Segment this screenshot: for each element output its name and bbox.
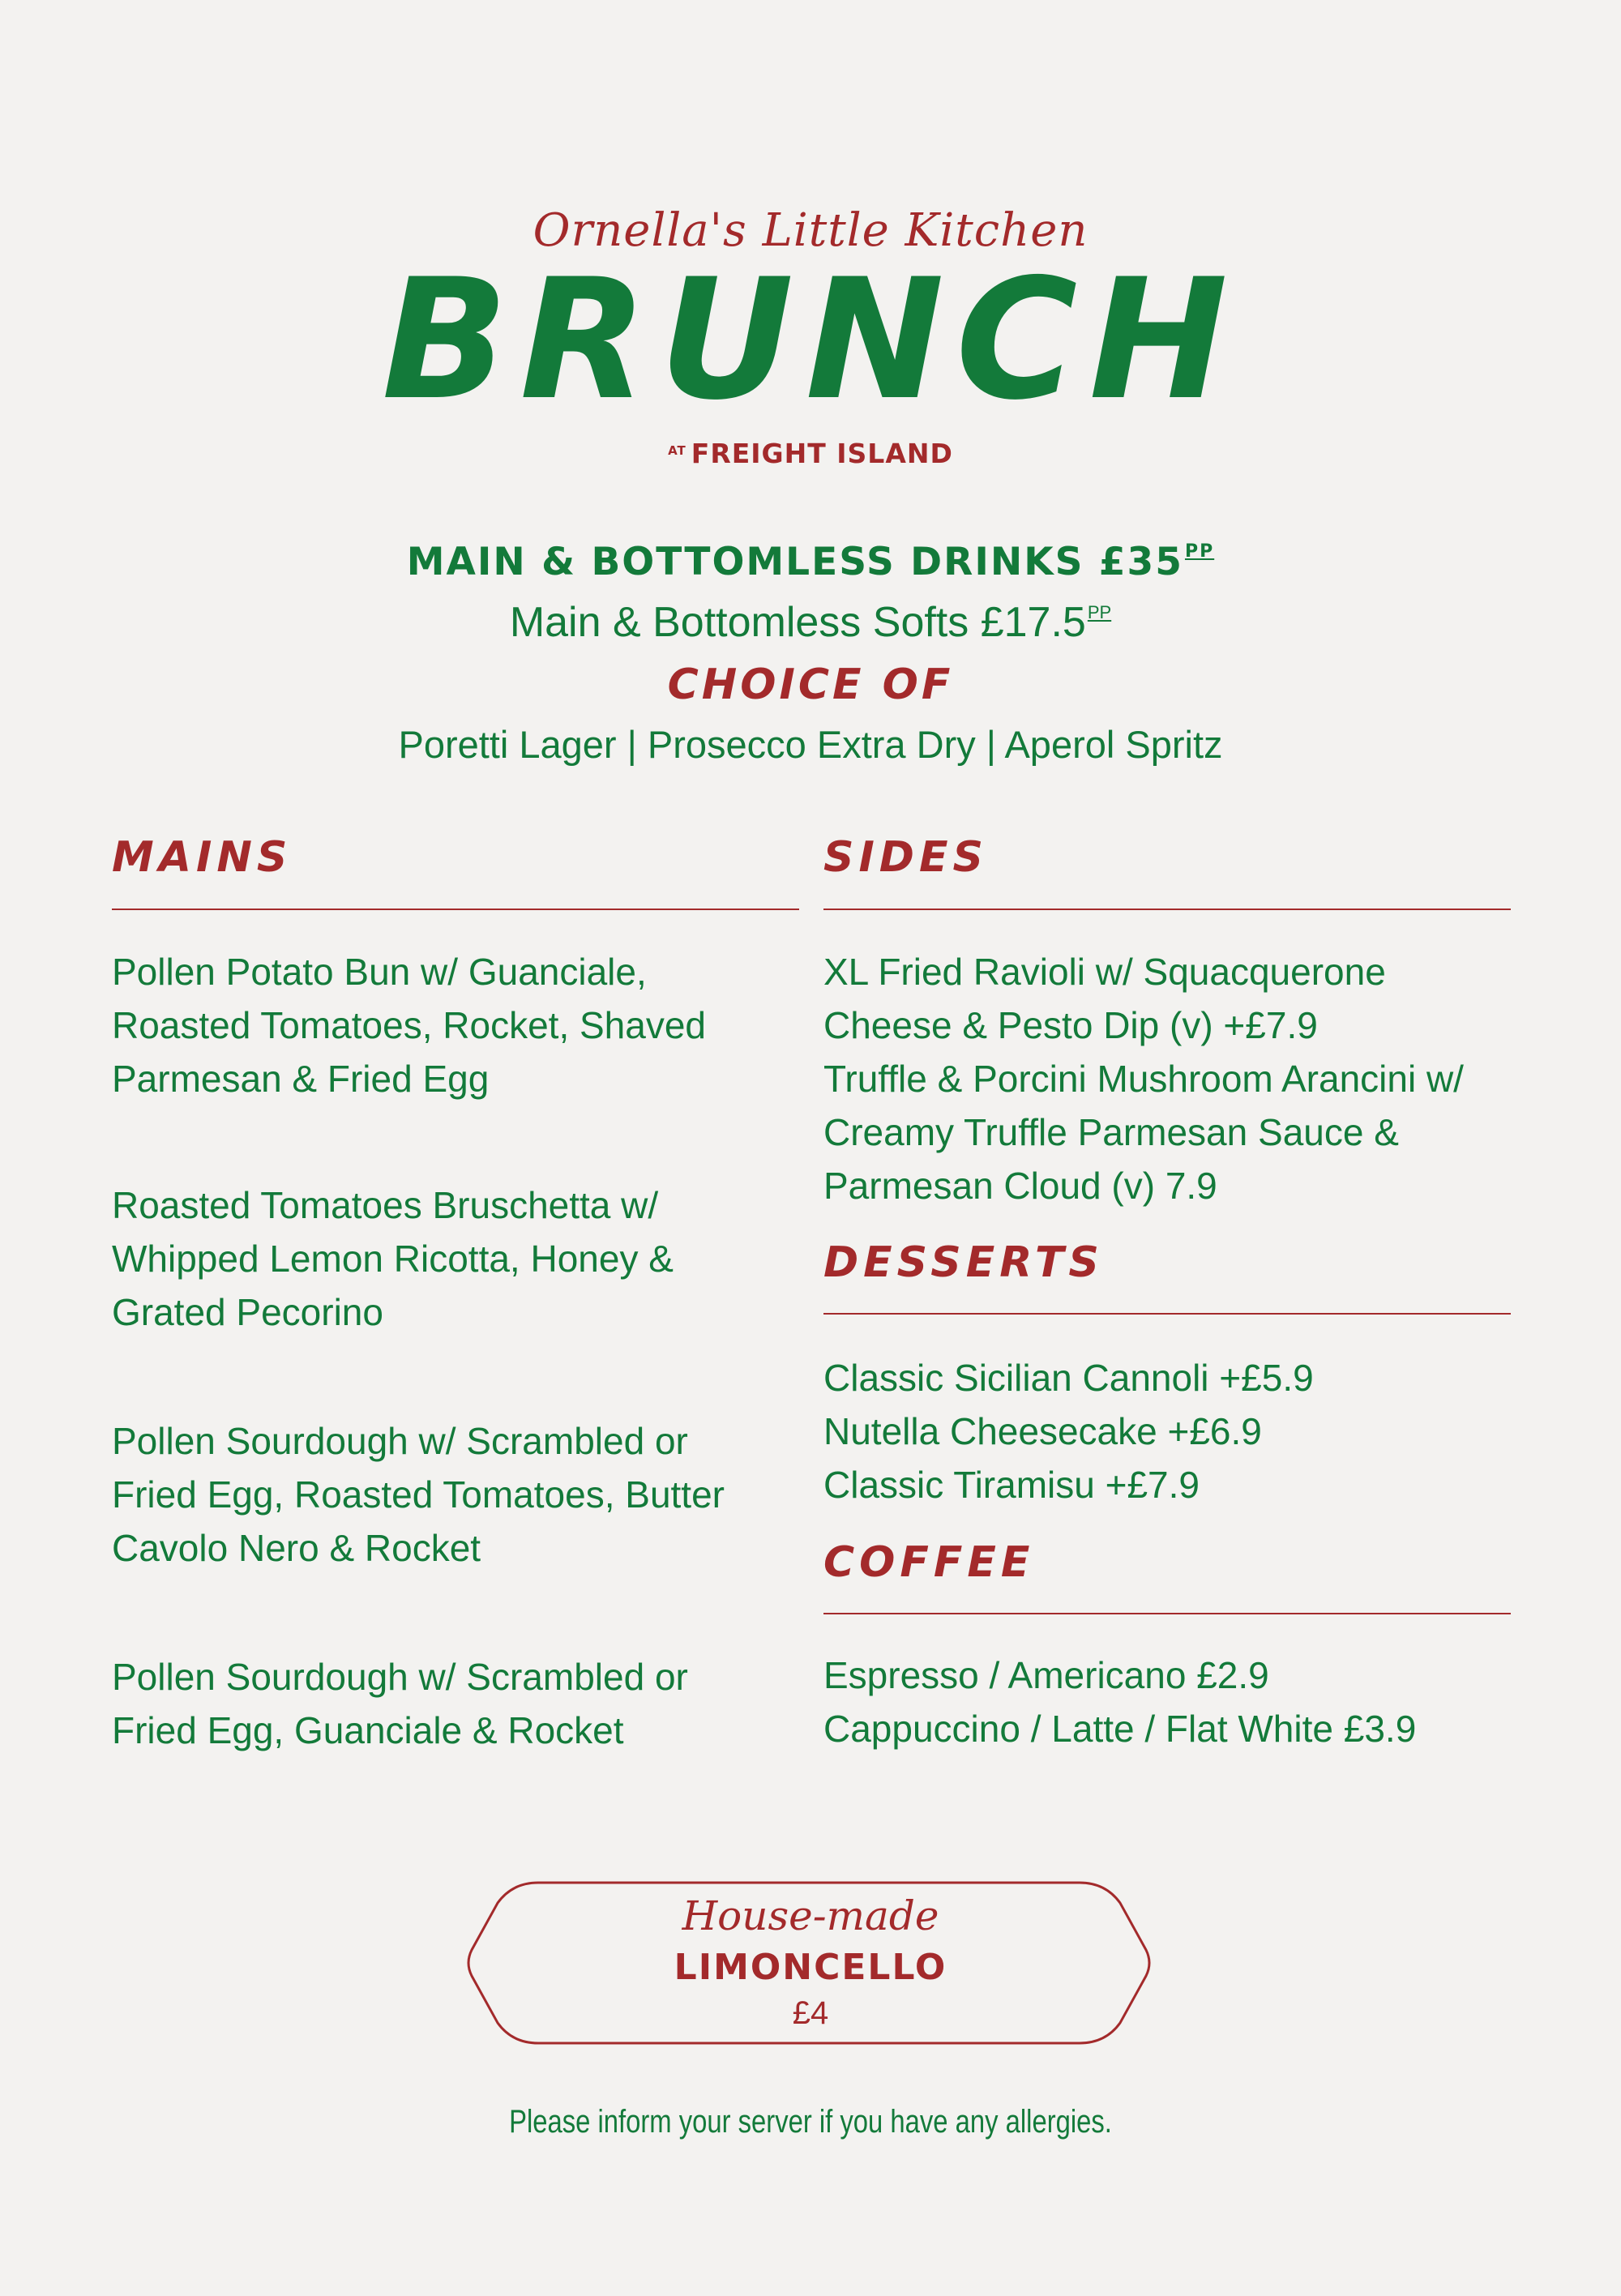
softs-deal <box>0 598 1621 647</box>
sides-heading: SIDES <box>823 833 988 882</box>
choice-heading: CHOICE OF <box>667 661 954 709</box>
mains-item: Pollen Sourdough w/ Scrambled or Fried Egg, Guanciale & Rocket <box>112 1656 688 1751</box>
sides-divider <box>823 909 1511 910</box>
menu-title: BRUNCH <box>381 244 1240 437</box>
mains-item: Roasted Tomatoes Bruschetta w/ Whipped Lemon Ricotta, Honey & Grated Pecorino <box>112 1184 674 1333</box>
drinks-deal <box>0 540 1621 584</box>
mains-divider <box>112 909 799 910</box>
restaurant-name: Ornella's Little Kitchen <box>532 204 1089 257</box>
desserts-divider <box>823 1313 1511 1315</box>
drinks-deal-suffix: PP <box>1184 541 1215 562</box>
location-name: FREIGHT ISLAND <box>691 438 953 469</box>
mains-heading: MAINS <box>112 833 293 882</box>
location-line <box>0 438 1621 469</box>
mains-item: Pollen Sourdough w/ Scrambled or Fried Egg, Roasted Tomatoes, Butter Cavolo Nero & Rocket <box>112 1420 725 1569</box>
desserts-heading: DESSERTS <box>823 1238 1104 1287</box>
softs-deal-text: Main & Bottomless Softs £17.5 <box>509 599 1086 646</box>
limoncello-subtitle: House-made <box>682 1892 939 1939</box>
limoncello-name: LIMONCELLO <box>674 1947 947 1988</box>
sides-items: XL Fried Ravioli w/ Squacquerone Cheese & Pesto Dip (v) +£7.9 Truffle & Porcini Mushroom Arancini w/ Creamy Truffle Parmesan Sauce & Parmesan Cloud (v) 7.9 <box>823 951 1464 1207</box>
mains-item: Pollen Potato Bun w/ Guanciale, Roasted Tomatoes, Rocket, Shaved Parmesan & Fried Egg <box>112 951 707 1100</box>
drinks-deal-text: MAIN & BOTTOMLESS DRINKS £35 <box>406 540 1183 584</box>
location-prefix: AT <box>668 443 686 458</box>
coffee-heading: COFFEE <box>823 1538 1035 1587</box>
limoncello-price: £4 <box>792 1995 829 2031</box>
allergy-note: Please inform your server if you have any allergies. <box>509 2104 1112 2140</box>
desserts-items: Classic Sicilian Cannoli +£5.9 Nutella Cheesecake +£6.9 Classic Tiramisu +£7.9 <box>823 1357 1314 1506</box>
choice-options: Poretti Lager | Prosecco Extra Dry | Aperol Spritz <box>398 723 1223 766</box>
coffee-items: Espresso / Americano £2.9 Cappuccino / Latte / Flat White £3.9 <box>823 1654 1417 1750</box>
coffee-divider <box>823 1613 1511 1614</box>
softs-deal-suffix: PP <box>1087 602 1112 622</box>
